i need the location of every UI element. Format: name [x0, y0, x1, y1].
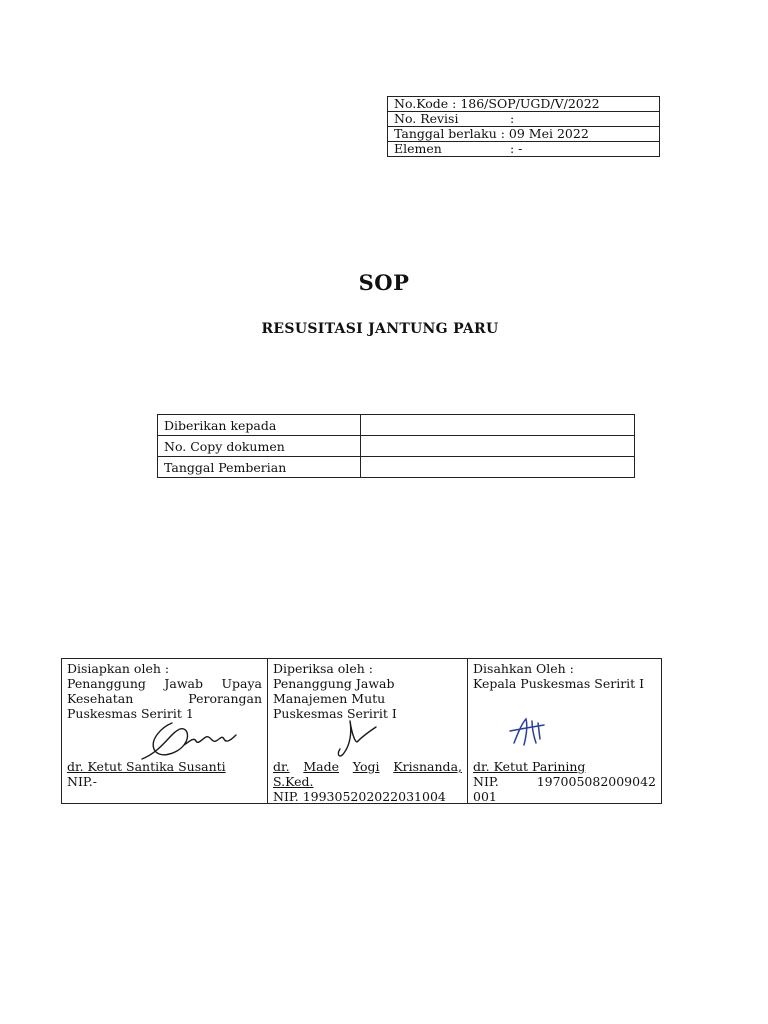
document-subtitle: RESUSITASI JANTUNG PARU	[261, 321, 499, 337]
document-title: SOP	[358, 270, 410, 295]
approved-nip-value: 197005082009042	[536, 774, 656, 789]
checked-name-word: Made	[303, 759, 340, 774]
prepared-role-line3: Puskesmas Seririt 1	[67, 706, 194, 721]
document-code-box	[387, 96, 660, 157]
kode-value: : 186/SOP/UGD/V/2022	[452, 96, 600, 111]
checked-role-line1: Penanggung Jawab	[273, 676, 395, 691]
tanggal-value: : 09 Mei 2022	[500, 126, 589, 141]
distribution-label: No. Copy dokumen	[158, 436, 361, 457]
approved-name: dr. Ketut Parining	[473, 759, 586, 774]
checked-name-line2: S.Ked.	[273, 774, 314, 789]
approved-nip-value-cont: 001	[473, 789, 497, 804]
checked-name-word: Yogi	[352, 759, 380, 774]
distribution-value	[361, 436, 635, 457]
prepared-signature	[132, 715, 242, 763]
approved-heading: Disahkan Oleh :	[473, 661, 574, 676]
prepared-role-word: Upaya	[221, 676, 262, 691]
table-row	[158, 415, 635, 436]
checked-signature	[330, 715, 390, 763]
distribution-value	[361, 457, 635, 478]
distribution-value	[361, 415, 635, 436]
checked-role-line2: Manajemen Mutu	[273, 691, 386, 706]
prepared-heading: Disiapkan oleh :	[67, 661, 170, 676]
code-row-kode	[388, 97, 660, 112]
checked-name-word: dr.	[273, 759, 290, 774]
approved-role-line1: Kepala Puskesmas Seririt I	[473, 676, 645, 691]
distribution-label: Diberikan kepada	[158, 415, 361, 436]
prepared-name: dr. Ketut Santika Susanti	[67, 759, 226, 774]
distribution-table	[157, 414, 635, 478]
prepared-nip: NIP.-	[67, 774, 97, 789]
code-row-elemen	[388, 142, 660, 157]
table-row	[158, 436, 635, 457]
elemen-value: : -	[510, 141, 523, 156]
prepared-role-word: Penanggung	[67, 676, 146, 691]
approved-by-cell	[468, 659, 662, 804]
prepared-role-word: Kesehatan	[67, 691, 134, 706]
signature-table	[61, 658, 662, 804]
checked-nip: NIP. 199305202022031004	[273, 789, 446, 804]
code-row-tanggal	[388, 127, 660, 142]
code-row-revisi	[388, 112, 660, 127]
checked-name-word: Krisnanda,	[393, 759, 462, 774]
elemen-label: Elemen	[394, 141, 442, 156]
tanggal-label: Tanggal berlaku	[394, 126, 497, 141]
prepared-by-cell	[62, 659, 268, 804]
checked-by-cell	[268, 659, 468, 804]
revisi-label: No. Revisi	[394, 111, 459, 126]
checked-role-line3: Puskesmas Seririt I	[273, 706, 397, 721]
table-row	[158, 457, 635, 478]
kode-label: No.Kode	[394, 96, 449, 111]
prepared-role-word: Jawab	[164, 676, 203, 691]
prepared-role-word: Perorangan	[188, 691, 262, 706]
revisi-value: :	[510, 111, 515, 126]
approved-signature	[504, 713, 554, 751]
distribution-label: Tanggal Pemberian	[158, 457, 361, 478]
checked-heading: Diperiksa oleh :	[273, 661, 373, 676]
approved-nip-label: NIP.	[473, 774, 499, 789]
